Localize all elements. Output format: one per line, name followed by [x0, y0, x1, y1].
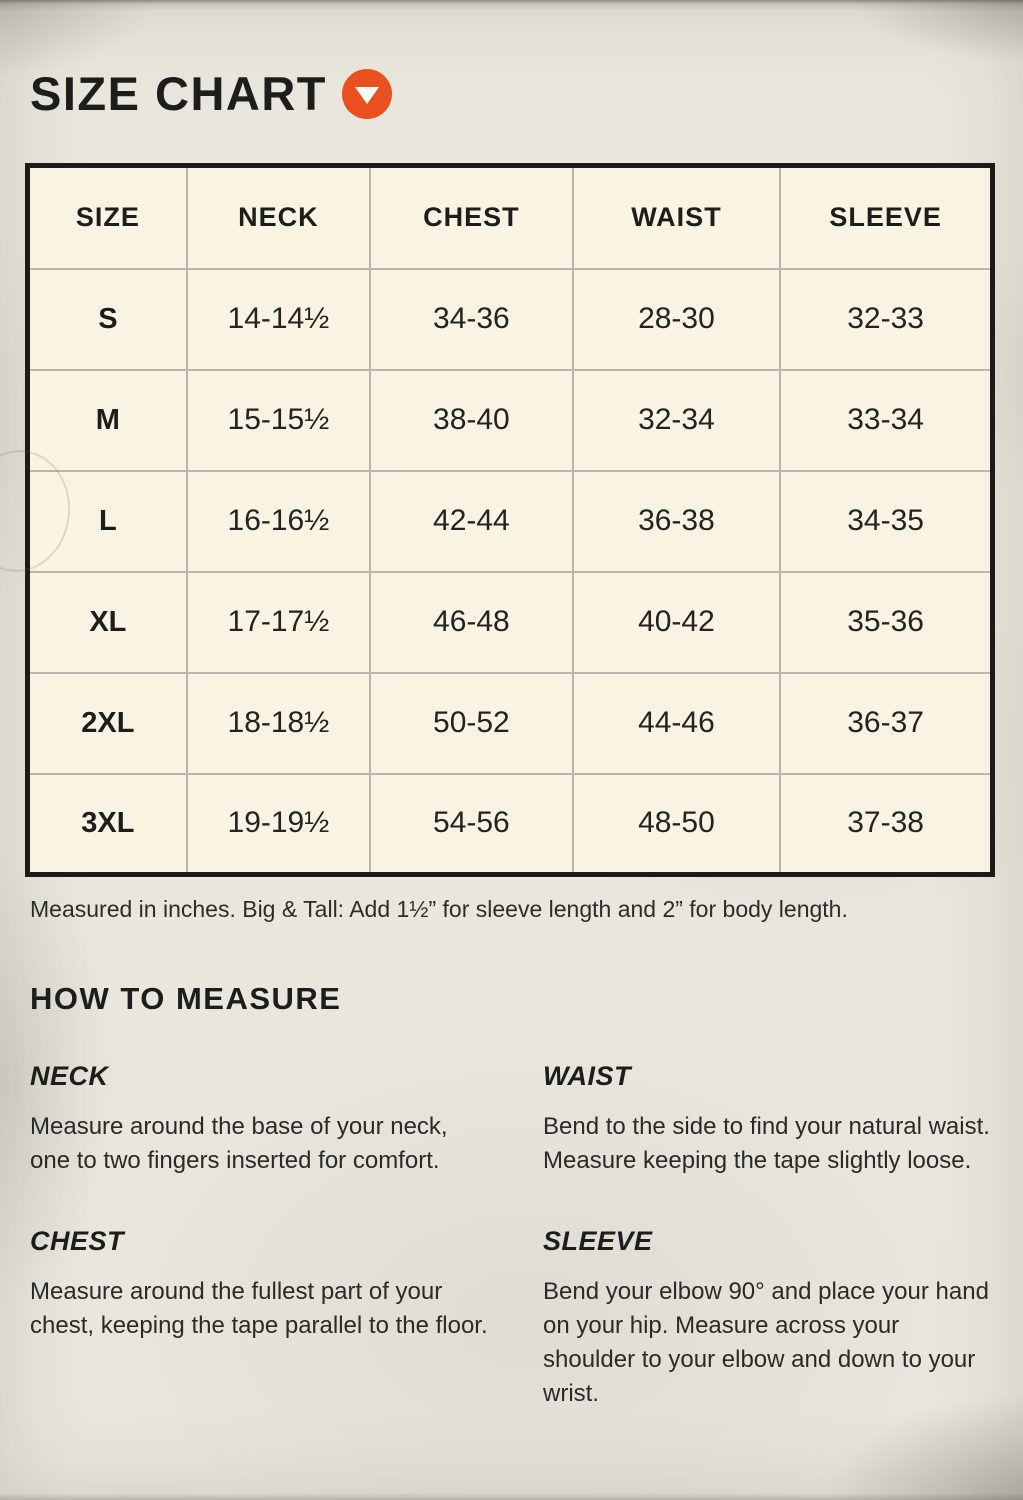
table-row — [28, 673, 993, 774]
size-label: XL — [28, 572, 187, 673]
sleeve-value: 34-35 — [780, 471, 992, 572]
waist-value: 36-38 — [573, 471, 780, 572]
page-header — [0, 0, 1023, 121]
measure-text-neck: Measure around the base of your neck, one to two fingers inserted for comfort. — [30, 1113, 448, 1175]
table-header-row — [28, 166, 993, 269]
sleeve-value: 32-33 — [780, 269, 992, 370]
size-label: M — [28, 370, 187, 471]
waist-value: 40-42 — [573, 572, 780, 673]
waist-value: 44-46 — [573, 673, 780, 774]
how-to-measure-grid — [30, 1061, 993, 1411]
column-header-chest: CHEST — [370, 166, 573, 269]
sleeve-value: 35-36 — [780, 572, 992, 673]
measure-section-neck — [30, 1061, 493, 1178]
measurement-note: Measured in inches. Big & Tall: Add 1½” for sleeve length and 2” for body length. — [30, 896, 848, 922]
chest-value: 34-36 — [370, 269, 573, 370]
measure-section-sleeve — [543, 1226, 993, 1411]
waist-value: 32-34 — [573, 370, 780, 471]
column-header-waist: WAIST — [573, 166, 780, 269]
waist-value: 28-30 — [573, 269, 780, 370]
measure-section-chest — [30, 1226, 493, 1411]
neck-value: 15-15½ — [187, 370, 370, 471]
chest-value: 38-40 — [370, 370, 573, 471]
chest-value: 54-56 — [370, 774, 573, 875]
column-header-neck: NECK — [187, 166, 370, 269]
waist-value: 48-50 — [573, 774, 780, 875]
neck-value: 18-18½ — [187, 673, 370, 774]
neck-value: 16-16½ — [187, 471, 370, 572]
chevron-down-icon — [355, 87, 379, 104]
measure-label-chest: CHEST — [30, 1226, 125, 1257]
sleeve-value: 37-38 — [780, 774, 992, 875]
size-label: L — [28, 471, 187, 572]
chest-value: 46-48 — [370, 572, 573, 673]
measure-label-waist: WAIST — [543, 1061, 631, 1091]
neck-value: 19-19½ — [187, 774, 370, 875]
sleeve-value: 33-34 — [780, 370, 992, 471]
sleeve-value: 36-37 — [780, 673, 992, 774]
chest-value: 42-44 — [370, 471, 573, 572]
size-label: 3XL — [28, 774, 187, 875]
chart-toggle-button[interactable] — [342, 69, 392, 119]
column-header-size: SIZE — [28, 166, 187, 269]
chest-value: 50-52 — [370, 673, 573, 774]
measure-label-sleeve: SLEEVE — [543, 1226, 653, 1257]
measure-label-neck: NECK — [30, 1061, 109, 1091]
table-row — [28, 269, 993, 370]
measure-section-waist — [543, 1061, 993, 1178]
neck-value: 14-14½ — [187, 269, 370, 370]
measure-text-sleeve: Bend your elbow 90° and place your hand on your hip. Measure across your shoulder to your elbow and down to your wrist. — [543, 1278, 989, 1408]
size-label: S — [28, 269, 187, 370]
table-row — [28, 572, 993, 673]
neck-value: 17-17½ — [187, 572, 370, 673]
table-row — [28, 370, 993, 471]
size-label: 2XL — [28, 673, 187, 774]
page-title: SIZE CHART — [30, 67, 327, 120]
column-header-sleeve: SLEEVE — [780, 166, 992, 269]
table-row — [28, 774, 993, 875]
measure-text-waist: Bend to the side to find your natural waist. Measure keeping the tape slightly loose. — [543, 1113, 990, 1175]
size-chart-table — [25, 163, 995, 877]
how-to-measure-heading: HOW TO MEASURE — [30, 981, 342, 1016]
table-row — [28, 471, 993, 572]
measure-text-chest: Measure around the fullest part of your chest, keeping the tape parallel to the floor. — [30, 1278, 488, 1340]
